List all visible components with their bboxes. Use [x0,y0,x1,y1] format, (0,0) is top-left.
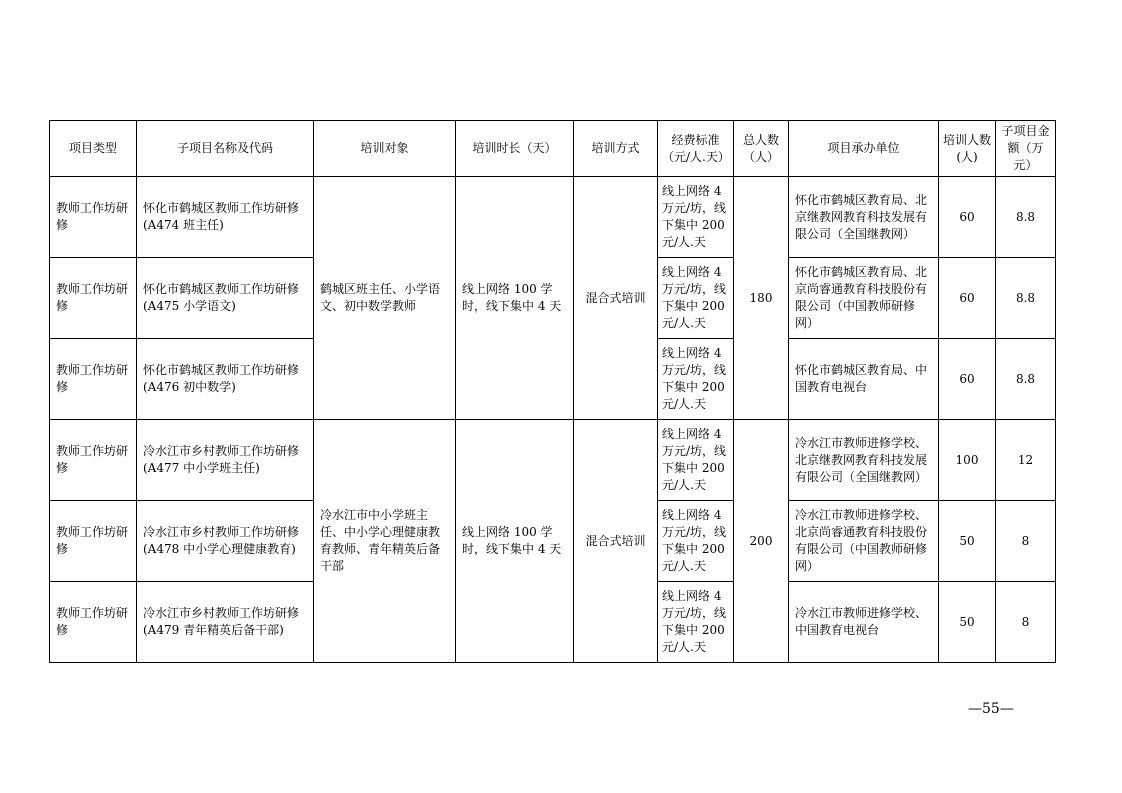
training-duration: 线上网络 100 学时，线下集中 4 天 [456,420,574,663]
training-method: 混合式培训 [574,420,658,663]
subproject-amount: 8.8 [996,258,1056,339]
trainee-count: 60 [939,339,996,420]
subproject-amount: 12 [996,420,1056,501]
fee-standard: 线上网络 4 万元/坊，线下集中 200 元/人.天 [658,177,734,258]
subproject-name: 冷水江市乡村教师工作坊研修(A479 青年精英后备干部) [137,582,314,663]
header-amount: 子项目金额（万元） [996,121,1056,177]
project-table [49,120,1056,663]
header-name: 子项目名称及代码 [137,121,314,177]
project-type: 教师工作坊研修 [50,420,137,501]
header-org: 项目承办单位 [789,121,939,177]
header-total: 总人数（人） [734,121,789,177]
subproject-name: 冷水江市乡村教师工作坊研修(A478 中小学心理健康教育) [137,501,314,582]
host-org: 怀化市鹤城区教育局、北京尚睿通教育科技股份有限公司（中国教师研修网） [789,258,939,339]
host-org: 冷水江市教师进修学校、北京继教网教育科技发展有限公司（全国继教网） [789,420,939,501]
project-type: 教师工作坊研修 [50,501,137,582]
host-org: 冷水江市教师进修学校、中国教育电视台 [789,582,939,663]
subproject-amount: 8 [996,501,1056,582]
header-target: 培训对象 [314,121,456,177]
total-people: 180 [734,177,789,420]
fee-standard: 线上网络 4 万元/坊，线下集中 200 元/人.天 [658,582,734,663]
project-type: 教师工作坊研修 [50,339,137,420]
table-row [50,177,1056,258]
header-count: 培训人数(人) [939,121,996,177]
fee-standard: 线上网络 4 万元/坊，线下集中 200 元/人.天 [658,258,734,339]
project-type: 教师工作坊研修 [50,258,137,339]
page-number: —55— [968,701,1014,717]
host-org: 怀化市鹤城区教育局、中国教育电视台 [789,339,939,420]
fee-standard: 线上网络 4 万元/坊，线下集中 200 元/人.天 [658,339,734,420]
fee-standard: 线上网络 4 万元/坊，线下集中 200 元/人.天 [658,501,734,582]
project-type: 教师工作坊研修 [50,582,137,663]
subproject-name: 怀化市鹤城区教师工作坊研修(A475 小学语文) [137,258,314,339]
host-org: 冷水江市教师进修学校、北京尚睿通教育科技股份有限公司（中国教师研修网） [789,501,939,582]
trainee-count: 60 [939,258,996,339]
table-row [50,420,1056,501]
subproject-amount: 8.8 [996,339,1056,420]
training-duration: 线上网络 100 学时，线下集中 4 天 [456,177,574,420]
fee-standard: 线上网络 4 万元/坊，线下集中 200 元/人.天 [658,420,734,501]
header-duration: 培训时长（天） [456,121,574,177]
total-people: 200 [734,420,789,663]
subproject-name: 怀化市鹤城区教师工作坊研修(A474 班主任) [137,177,314,258]
header-type: 项目类型 [50,121,137,177]
training-target: 冷水江市中小学班主任、中小学心理健康教育教师、青年精英后备干部 [314,420,456,663]
training-target: 鹤城区班主任、小学语文、初中数学教师 [314,177,456,420]
trainee-count: 100 [939,420,996,501]
subproject-amount: 8.8 [996,177,1056,258]
header-row [50,121,1056,177]
header-method: 培训方式 [574,121,658,177]
subproject-amount: 8 [996,582,1056,663]
trainee-count: 50 [939,501,996,582]
trainee-count: 60 [939,177,996,258]
header-fee: 经费标准（元/人.天） [658,121,734,177]
host-org: 怀化市鹤城区教育局、北京继教网教育科技发展有限公司（全国继教网） [789,177,939,258]
subproject-name: 怀化市鹤城区教师工作坊研修(A476 初中数学) [137,339,314,420]
project-type: 教师工作坊研修 [50,177,137,258]
subproject-name: 冷水江市乡村教师工作坊研修(A477 中小学班主任) [137,420,314,501]
training-method: 混合式培训 [574,177,658,420]
trainee-count: 50 [939,582,996,663]
